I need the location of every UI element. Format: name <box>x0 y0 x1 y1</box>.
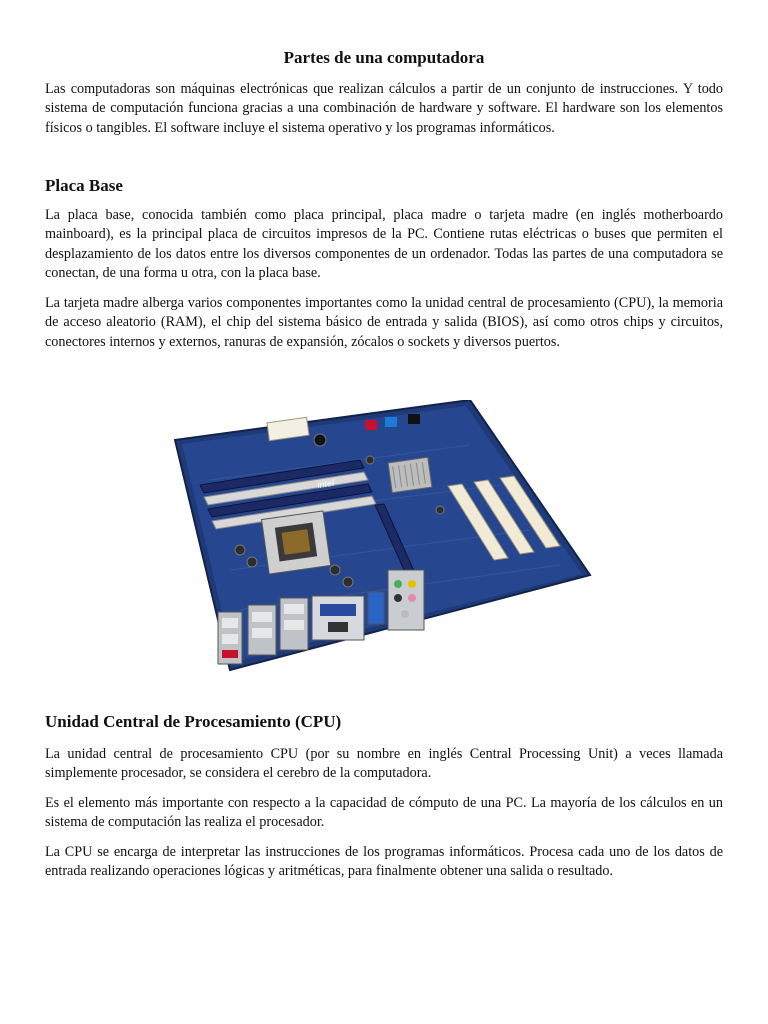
cpu-paragraph-3: La CPU se encarga de interpretar las instrucciones de los programas informáticos. Procesa cada uno de los datos de entrada realizando operaciones lógicas y aritméticas, para finalmente obtener una salida o resultado. <box>45 844 723 880</box>
intro-paragraph: Las computadoras son máquinas electrónicas que realizan cálculos a partir de un conjunto de instrucciones. Y todo sistema de computación funciona gracias a una combinación de hardware y software. El hardware son los elementos físicos o tangibles. El software incluye el sistema operativo y los programas informáticos. <box>45 81 723 136</box>
page-title: Partes de una computadora <box>283 48 485 67</box>
board-logo: intel <box>316 477 335 490</box>
cpu-paragraph-2: Es el elemento más importante con respecto a la capacidad de cómputo de una PC. La mayoría de los cálculos en un sistema de computación las realiza el procesador. <box>45 795 723 831</box>
placa-base-paragraph-2: La tarjeta madre alberga varios componentes importantes como la unidad central de procesamiento (CPU), la memoria de acceso aleatorio (RAM), el chip del sistema básico de entrada y salida (BIOS), así como otros chips y circuitos, conectores internos y externos, ranuras de expansión, zócalos o sockets y diversos puertos. <box>45 295 723 350</box>
section-heading-placa-base: Placa Base <box>45 176 123 195</box>
section-heading-cpu: Unidad Central de Procesamiento (CPU) <box>45 712 342 731</box>
cpu-paragraph-1: La unidad central de procesamiento CPU (por su nombre en inglés Central Processing Unit) a veces llamada simplemente procesador, se considera el cerebro de la computadora. <box>45 746 723 782</box>
placa-base-paragraph-1: La placa base, conocida también como placa principal, placa madre o tarjeta madre (en inglés motherboardo mainboard), es la principal placa de circuitos impresos de la PC. Contiene rutas eléctricas o buses que permiten el desplazamiento de los datos entre los diversos componentes de un ordenador. Todas las partes de una computadora se conectan, de una forma u otra, con la placa base. <box>45 207 723 281</box>
motherboard-image <box>170 400 595 675</box>
